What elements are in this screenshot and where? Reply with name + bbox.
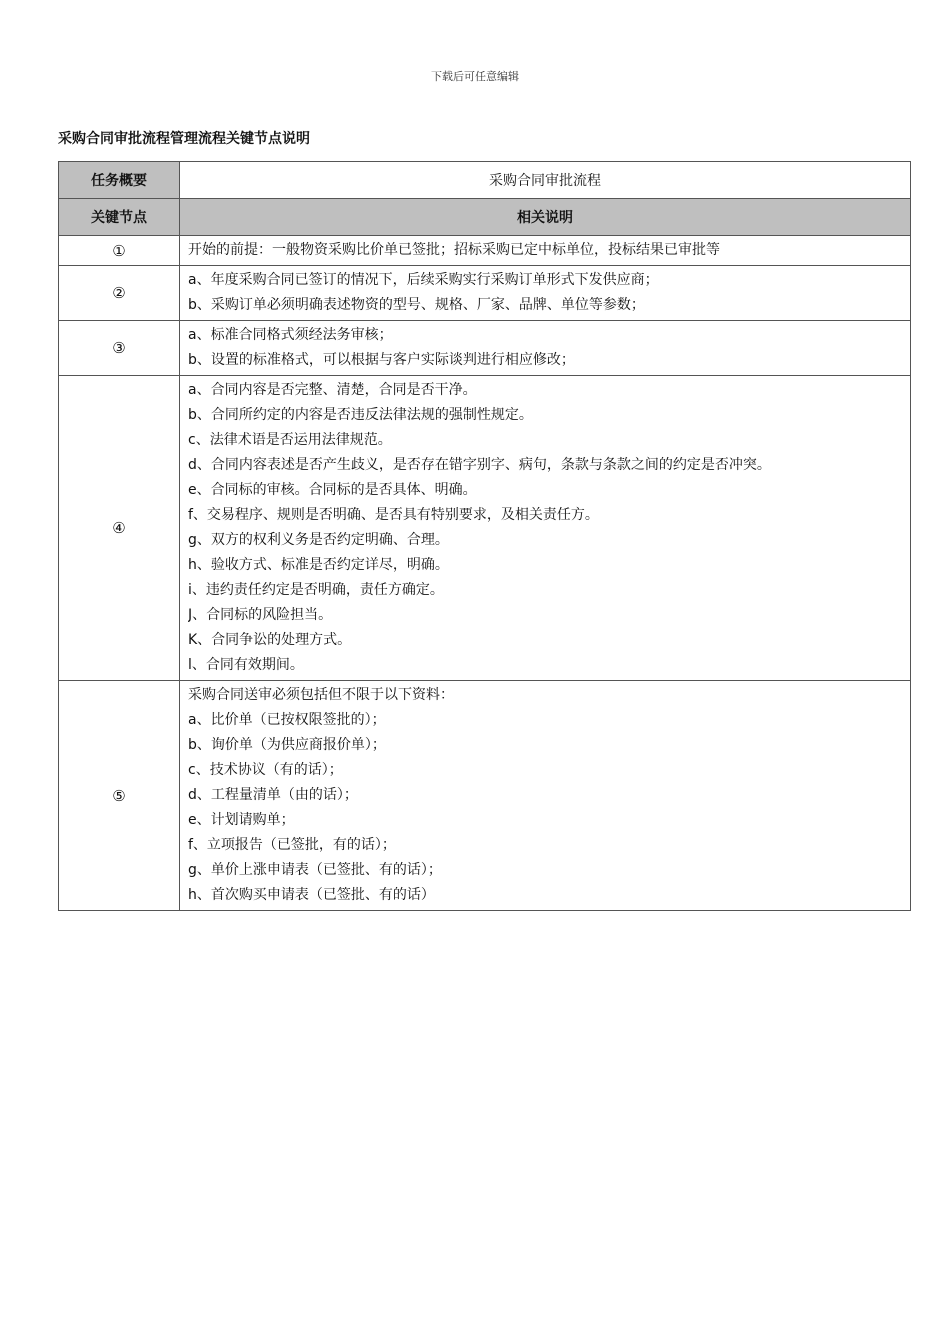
description-line: 采购合同送审必须包括但不限于以下资料：	[188, 687, 454, 703]
node-description	[180, 376, 911, 681]
table-body	[59, 162, 911, 911]
task-summary-value: 采购合同审批流程	[180, 162, 911, 199]
description-line: c、技术协议（有的话）；	[188, 762, 343, 778]
description-line: d、工程量清单（由的话）；	[188, 787, 358, 803]
table-row	[59, 681, 911, 911]
table-row	[59, 236, 911, 266]
description-line: c、法律术语是否运用法律规范。	[188, 432, 392, 448]
key-node-number: ②	[59, 266, 180, 321]
description-line: b、合同所约定的内容是否违反法律法规的强制性规定。	[188, 407, 533, 423]
key-node-header: 关键节点	[59, 199, 180, 236]
key-nodes-table	[58, 161, 911, 911]
key-node-number: ①	[59, 236, 180, 266]
document-title: 采购合同审批流程管理流程关键节点说明	[58, 131, 310, 147]
description-line: f、立项报告（已签批，有的话）；	[188, 837, 396, 853]
description-line: a、标准合同格式须经法务审核；	[188, 327, 393, 343]
description-line: J、合同标的风险担当。	[188, 607, 333, 623]
table-row	[59, 376, 911, 681]
node-description	[180, 681, 911, 911]
description-line: f、交易程序、规则是否明确、是否具有特别要求，及相关责任方。	[188, 507, 599, 523]
task-summary-label: 任务概要	[59, 162, 180, 199]
key-node-number: ④	[59, 376, 180, 681]
node-description	[180, 266, 911, 321]
description-line: e、计划请购单；	[188, 812, 295, 828]
description-line: a、比价单（已按权限签批的）；	[188, 712, 386, 728]
node-description	[180, 236, 911, 266]
description-line: d、合同内容表述是否产生歧义，是否存在错字别字、病句，条款与条款之间的约定是否冲突。	[188, 457, 771, 473]
description-line: g、单价上涨申请表（已签批、有的话）；	[188, 862, 442, 878]
node-description	[180, 321, 911, 376]
key-node-number: ⑤	[59, 681, 180, 911]
description-line: b、询价单（为供应商报价单）；	[188, 737, 386, 753]
column-header-row	[59, 199, 911, 236]
table-row	[59, 266, 911, 321]
task-summary-row	[59, 162, 911, 199]
table-row	[59, 321, 911, 376]
description-line: g、双方的权利义务是否约定明确、合理。	[188, 532, 449, 548]
description-line: l、合同有效期间。	[188, 657, 304, 673]
description-line: b、设置的标准格式，可以根据与客户实际谈判进行相应修改；	[188, 352, 575, 368]
description-line: b、采购订单必须明确表述物资的型号、规格、厂家、品牌、单位等参数；	[188, 297, 645, 313]
description-line: 开始的前提：一般物资采购比价单已签批；招标采购已定中标单位，投标结果已审批等	[188, 242, 720, 258]
description-line: e、合同标的审核。合同标的是否具体、明确。	[188, 482, 477, 498]
description-line: a、年度采购合同已签订的情况下，后续采购实行采购订单形式下发供应商；	[188, 272, 659, 288]
description-header: 相关说明	[180, 199, 911, 236]
description-line: i、违约责任约定是否明确，责任方确定。	[188, 582, 444, 598]
description-line: h、验收方式、标准是否约定详尽，明确。	[188, 557, 449, 573]
description-line: h、首次购买申请表（已签批、有的话）	[188, 887, 435, 903]
header-note: 下载后可任意编辑	[431, 70, 519, 83]
description-line: a、合同内容是否完整、清楚，合同是否干净。	[188, 382, 477, 398]
description-line: K、合同争讼的处理方式。	[188, 632, 352, 648]
key-node-number: ③	[59, 321, 180, 376]
